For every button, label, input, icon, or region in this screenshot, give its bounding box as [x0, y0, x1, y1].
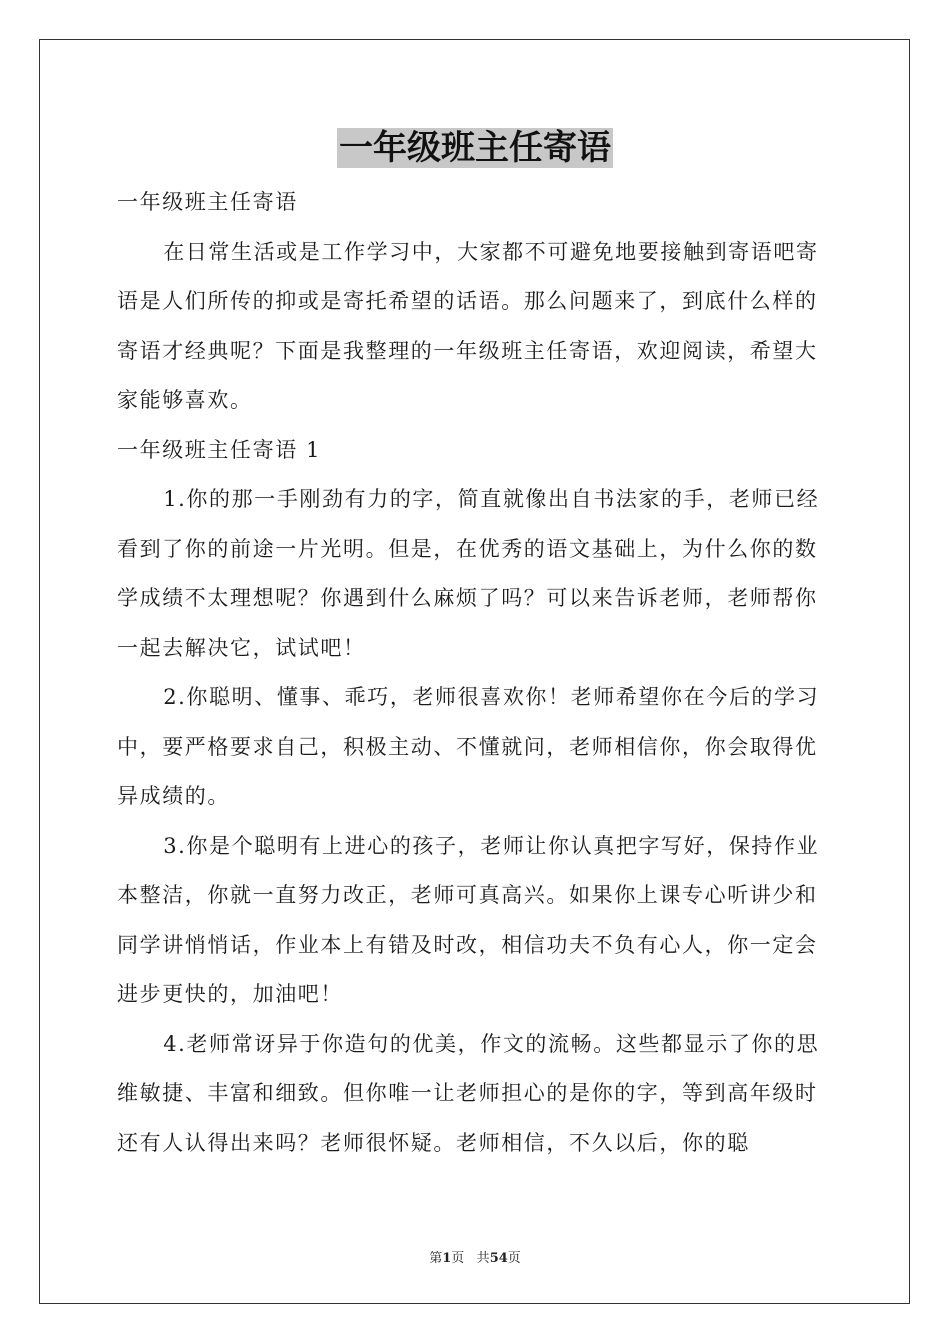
page-suffix: 页	[451, 1251, 465, 1266]
document-body	[117, 178, 837, 1168]
paragraph: 3.你是个聪明有上进心的孩子，老师让你认真把字写好，保持作业本整洁，你就一直努力改正，老师可真高兴。如果你上课专心听讲少和同学讲悄悄话，作业本上有错及时改，相信功夫不负有心人，你一定会进步更快的，加油吧！	[117, 833, 820, 1006]
page-total: 54	[489, 1251, 508, 1266]
paragraph: 1.你的那一手刚劲有力的字，简直就像出自书法家的手，老师已经看到了你的前途一片光明。但是，在优秀的语文基础上，为什么你的数学成绩不太理想呢？你遇到什么麻烦了吗？可以来告诉老师，老师帮你一起去解决它，试试吧！	[117, 487, 820, 660]
paragraph: 一年级班主任寄语	[117, 190, 298, 214]
page-prefix: 第	[429, 1251, 443, 1266]
paragraph: 2.你聪明、懂事、乖巧，老师很喜欢你！老师希望你在今后的学习中，要严格要求自己，积极主动、不懂就问，老师相信你，你会取得优异成绩的。	[117, 685, 820, 808]
section-heading: 一年级班主任寄语 1	[117, 437, 322, 462]
total-prefix: 共	[476, 1251, 490, 1266]
page-footer	[0, 1247, 950, 1266]
page-current: 1	[442, 1251, 452, 1266]
total-suffix: 页	[507, 1251, 521, 1266]
paragraph: 4.老师常讶异于你造句的优美，作文的流畅。这些都显示了你的思维敏捷、丰富和细致。但你唯一让老师担心的是你的字，等到高年级时还有人认得出来吗？老师很怀疑。老师相信，不久以后，你的聪	[117, 1031, 820, 1155]
paragraph: 在日常生活或是工作学习中，大家都不可避免地要接触到寄语吧寄语是人们所传的抑或是寄托希望的话语。那么问题来了，到底什么样的寄语才经典呢？下面是我整理的一年级班主任寄语，欢迎阅读，希望大家能够喜欢。	[117, 239, 819, 412]
title-container	[0, 128, 950, 168]
document-title: 一年级班主任寄语	[339, 128, 611, 168]
